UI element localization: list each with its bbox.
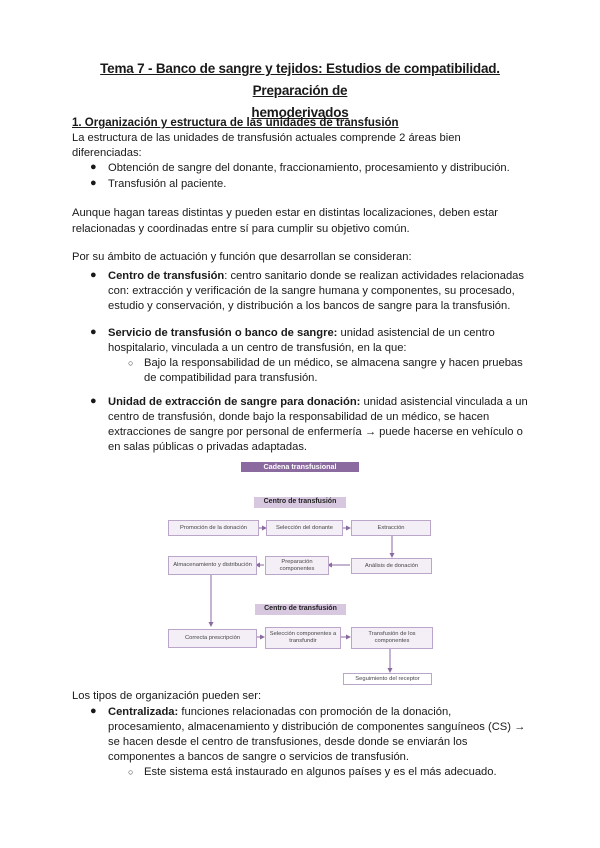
diagram-section-a: Centro de transfusión (254, 497, 346, 508)
servicio-line-1: Servicio de transfusión o banco de sangre: unidad asistencial de un centro (108, 327, 495, 339)
section2-intro: Los tipos de organización pueden ser: (72, 690, 262, 702)
unidad-term: Unidad de extracción de sangre para donación: (108, 396, 361, 408)
bullet-dot: ● (90, 326, 97, 338)
centralizada-line-4: componentes a bancos de sangre o servicios de transfusión. (108, 751, 409, 763)
box-extraccion: Extracción (351, 520, 431, 536)
intro-line-2: diferenciadas: (72, 147, 142, 159)
para2-line-2: relacionadas y coordinadas entre sí para cumplir su objetivo común. (72, 223, 410, 235)
centralizada-line-2: procesamiento, almacenamiento y distribución de componentes sanguíneos (CS) → (108, 721, 526, 733)
bullet-dot: ● (90, 705, 97, 717)
sub-bullet-circle: ○ (128, 767, 134, 777)
bullet-dot: ● (90, 161, 97, 173)
box-almacenamiento: Almacenamiento y distribución (168, 556, 257, 575)
para2-line-1: Aunque hagan tareas distintas y pueden estar en distintas localizaciones, deben estar (72, 207, 499, 219)
box-promocion: Promoción de la donación (168, 520, 259, 536)
area-item: Obtención de sangre del donante, fraccionamiento, procesamiento y distribución. (108, 162, 510, 174)
box-seleccion-donante: Selección del donante (266, 520, 343, 536)
servicio-line-2: hospitalario, vinculada a un centro de transfusión, en la que: (108, 342, 407, 354)
box-preparacion: Preparación componentes (265, 556, 329, 575)
centro-line-3: estudio y conservación, y distribución a los bancos de sangre para la transfusión. (108, 300, 511, 312)
unidad-line-1: Unidad de extracción de sangre para donación: unidad asistencial vinculada a un (108, 396, 528, 408)
title-line-2: hemoderivados (251, 105, 349, 120)
bullet-dot: ● (90, 269, 97, 281)
box-seguimiento: Seguimiento del receptor (343, 673, 432, 685)
box-transfusion: Transfusión de los componentes (351, 627, 433, 649)
centro-term: Centro de transfusión (108, 270, 225, 282)
centralizada-term: Centralizada: (108, 706, 179, 718)
unidad-line-3: extracciones de sangre por personal de enfermería → puede hacerse en vehículo o (108, 426, 523, 438)
diagram-title: Cadena transfusional (241, 462, 359, 472)
unidad-line-4: en salas públicas o privadas adaptadas. (108, 441, 308, 453)
intro-line-1: La estructura de las unidades de transfusión actuales comprende 2 áreas bien (72, 132, 461, 144)
section-heading: 1. Organización y estructura de las unidades de transfusión (72, 117, 399, 129)
centralizada-line-3: se hacen desde el centro de transfusiones, desde donde se enviarán los (108, 736, 468, 748)
title-line-1: Tema 7 - Banco de sangre y tejidos: Estudios de compatibilidad. Preparación de (100, 61, 500, 98)
bullet-dot: ● (90, 395, 97, 407)
para3: Por su ámbito de actuación y función que desarrollan se consideran: (72, 251, 412, 263)
box-seleccion-componentes: Selección componentes a transfundir (265, 627, 341, 649)
diagram-section-b: Centro de transfusión (255, 604, 346, 615)
area-item: Transfusión al paciente. (108, 178, 227, 190)
unidad-line-2: centro de transfusión, donde bajo la responsabilidad de un médico, se hacen (108, 411, 490, 423)
servicio-sub-line-2: de compatibilidad para transfusión. (144, 372, 318, 384)
servicio-sub-line-1: Bajo la responsabilidad de un médico, se almacena sangre y hacen pruebas (144, 357, 523, 369)
box-prescripcion: Correcta prescripción (168, 629, 257, 648)
servicio-term: Servicio de transfusión o banco de sangre: (108, 327, 338, 339)
bullet-dot: ● (90, 177, 97, 189)
sub-bullet-circle: ○ (128, 358, 134, 368)
centro-line-1: Centro de transfusión: centro sanitario donde se realizan actividades relacionadas (108, 270, 524, 282)
centro-line-2: con: extracción y verificación de la sangre humana y componentes, su procesado, (108, 285, 515, 297)
centralizada-sub: Este sistema está instaurado en algunos países y es el más adecuado. (144, 766, 497, 778)
box-analisis: Análisis de donación (351, 558, 432, 574)
centralizada-line-1: Centralizada: funciones relacionadas con promoción de la donación, (108, 706, 452, 718)
